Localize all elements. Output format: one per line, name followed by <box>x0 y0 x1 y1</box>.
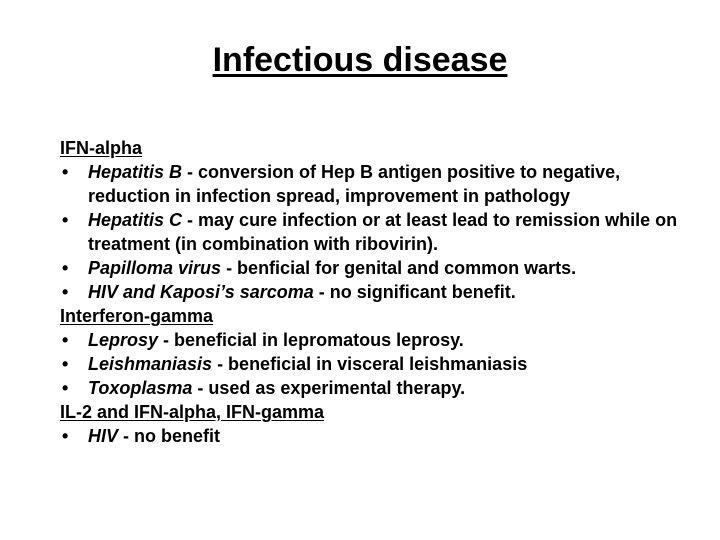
bullet-item <box>60 280 680 304</box>
bullet-icon: • <box>62 378 69 398</box>
bullet-item <box>60 160 680 208</box>
disease-term: Leishmaniasis <box>88 354 213 374</box>
bullet-icon: • <box>62 258 69 278</box>
bullet-icon: • <box>62 162 69 182</box>
item-text: - conversion of Hep B antigen positive to negative, reduction in infection spread, improvement in pathology <box>88 162 621 206</box>
disease-term: Hepatitis C <box>88 210 183 230</box>
item-text: - used as experimental therapy. <box>192 378 466 398</box>
bullet-item <box>60 208 680 256</box>
bullet-item <box>60 256 680 280</box>
disease-term: Hepatitis B <box>88 162 183 182</box>
bullet-item <box>60 328 680 352</box>
disease-term: Toxoplasma <box>88 378 193 398</box>
item-text: - beneficial in visceral leishmaniasis <box>212 354 528 374</box>
section-heading-il2-combination: IL-2 and IFN-alpha, IFN-gamma <box>60 402 325 422</box>
bullet-icon: • <box>62 282 69 302</box>
bullet-icon: • <box>62 426 69 446</box>
bullet-icon: • <box>62 210 69 230</box>
bullet-item <box>60 424 680 448</box>
item-text: - beneficial in lepromatous leprosy. <box>158 330 464 350</box>
slide-title: Infectious disease <box>212 41 508 79</box>
disease-term: HIV and Kaposi’s sarcoma <box>88 282 314 302</box>
item-text: - no significant benefit. <box>313 282 516 302</box>
disease-term: HIV <box>88 426 119 446</box>
bullet-icon: • <box>62 330 69 350</box>
bullet-icon: • <box>62 354 69 374</box>
disease-term: Leprosy <box>88 330 159 350</box>
item-text: - may cure infection or at least lead to remission while on treatment (in combination with ribovirin). <box>88 210 678 254</box>
bullet-item <box>60 376 680 400</box>
section-heading-ifn-alpha: IFN-alpha <box>60 138 143 158</box>
item-text: - no benefit <box>118 426 221 446</box>
item-text: - benficial for genital and common warts. <box>221 258 577 278</box>
bullet-item <box>60 352 680 376</box>
slide-body <box>60 136 680 448</box>
section-heading-interferon-gamma: Interferon-gamma <box>60 306 214 326</box>
disease-term: Papilloma virus <box>88 258 222 278</box>
